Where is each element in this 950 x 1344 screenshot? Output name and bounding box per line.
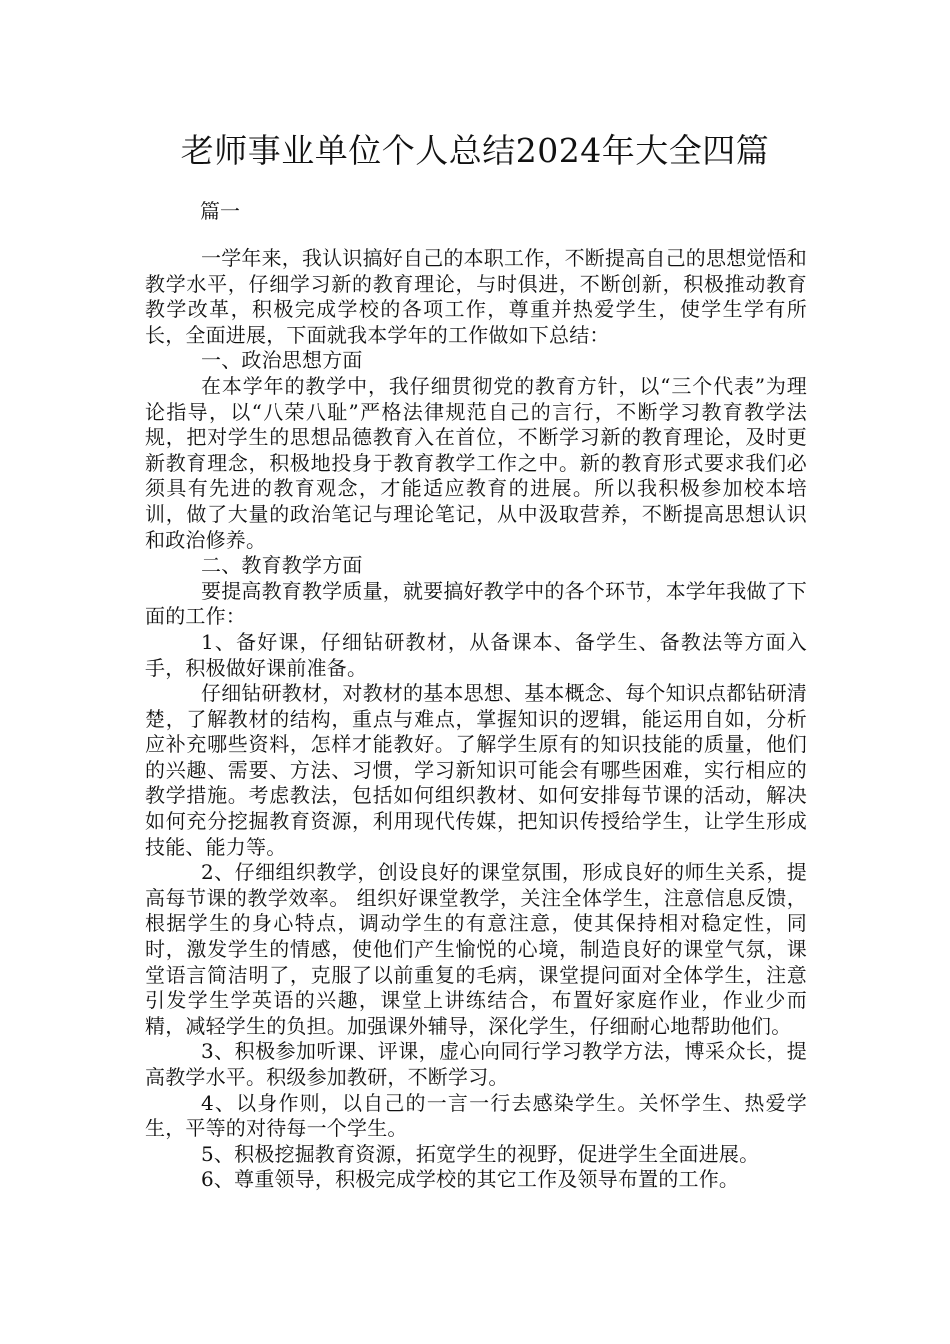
section-label: 篇一 [200, 199, 240, 223]
intro-paragraph: 一学年来，我认识搞好自己的本职工作，不断提高自己的思想觉悟和教学水平，仔细学习新的教育理论，与时俱进，不断创新，积极推动教育教学改革，积极完成学校的各项工作，尊重并热爱学生，使学生学有所长，全面进展，下面就我本学年的工作做如下总结： [145, 246, 807, 347]
section-heading-political: 一、政治思想方面 [201, 348, 363, 373]
list-item-3: 3、积极参加听课、评课，虚心向同行学习教学方法，博采众长，提高教学水平。积级参加教研，不断学习。 [145, 1039, 807, 1089]
list-item-2: 2、仔细组织教学，创设良好的课堂氛围，形成良好的师生关系，提高每节课的教学效率。 组织好课堂教学，关注全体学生，注意信息反馈，根据学生的身心特点，调动学生的有意注意，使其保持相对稳定性，同时，激发学生的情感，使他们产生愉悦的心境，制造良好的课堂气氛，课堂语言简洁明了，克服了以前重复的毛病，课堂提问面对全体学生，注意引发学生学英语的兴趣，课堂上讲练结合，布置好家庭作业，作业少而精，减轻学生的负担。加强课外辅导，深化学生，仔细耐心地帮助他们。 [145, 860, 807, 1038]
paragraph-textbook: 仔细钻研教材，对教材的基本思想、基本概念、每个知识点都钻研清楚，了解教材的结构，重点与难点，掌握知识的逻辑，能运用自如，分析应补充哪些资料，怎样才能教好。了解学生原有的知识技能的质量，他们的兴趣、需要、方法、习惯，学习新知识可能会有哪些困难，实行相应的教学措施。考虑教法，包括如何组织教材、如何安排每节课的活动，解决如何充分挖掘教育资源，利用现代传媒，把知识传授给学生，让学生形成技能、能力等。 [145, 681, 807, 859]
list-item-5: 5、积极挖掘教育资源，拓宽学生的视野，促进学生全面进展。 [201, 1141, 760, 1166]
section-heading-teaching: 二、教育教学方面 [201, 553, 363, 578]
list-item-1: 1、备好课，仔细钻研教材，从备课本、备学生、备教法等方面入手，积极做好课前准备。 [145, 629, 807, 680]
document-body [145, 246, 807, 1193]
paragraph-teaching-intro: 要提高教育教学质量，就要搞好教学中的各个环节，本学年我做了下面的工作： [145, 578, 807, 629]
list-item-6: 6、尊重领导，积极完成学校的其它工作及领导布置的工作。 [201, 1167, 740, 1192]
list-item-4: 4、以身作则，以自己的一言一行去感染学生。关怀学生、热爱学生，平等的对待每一个学生。 [145, 1090, 807, 1141]
document-title: 老师事业单位个人总结2024年大全四篇 [180, 131, 770, 170]
paragraph-political: 在本学年的教学中，我仔细贯彻党的教育方针，以“三个代表”为理论指导，以“八荣八耻”严格法律规范自己的言行，不断学习教育教学法规，把对学生的思想品德教育入在首位，不断学习新的教育理论，及时更新教育理念，积极地投身于教育教学工作之中。新的教育形式要求我们必须具有先进的教育观念，才能适应教育的进展。所以我积极参加校本培训，做了大量的政治笔记与理论笔记，从中汲取营养，不断提高思想认识和政治修养。 [145, 373, 807, 552]
